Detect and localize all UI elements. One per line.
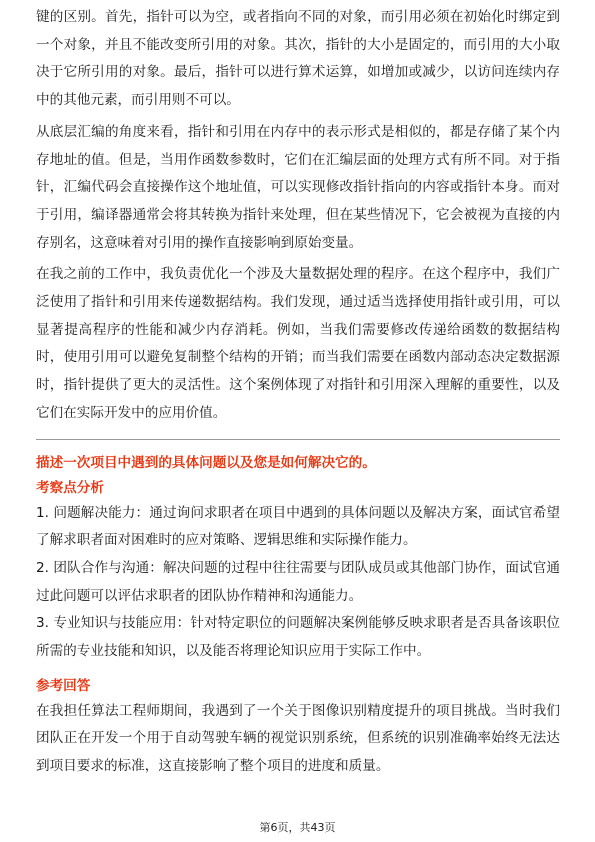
paragraph-work-experience: 在我之前的工作中，我负责优化一个涉及大量数据处理的程序。在这个程序中，我们广泛使用了指针和引用来传递数据结构。我们发现，通过适当选择使用指针或引用，可以显著提高程序的性能和减少内存消耗。例如，当我们需要修改传递给函数的数据结构时，使用引用可以避免复制整个结构的开销；而当我们需要在函数内部动态决定数据源时，指针提供了更大的灵活性。这个案例体现了对指针和引用深入理解的重要性，以及它们在实际开发中的应用价值。	[36, 266, 560, 421]
analysis-item: 2. 团队合作与沟通：解决问题的过程中往往需要与团队成员或其他部门协作，面试官通过此问题可以评估求职者的团队协作精神和沟通能力。	[36, 559, 560, 604]
answer-text: 在我担任算法工程师期间，我遇到了一个关于图像识别精度提升的项目挑战。当时我们团队正在开发一个用于自动驾驶车辆的视觉识别系统，但系统的识别准确率始终无法达到项目要求的标准，这直接影响了整个项目的进度和质量。	[36, 702, 560, 775]
page-number: 第6页，共43页	[259, 821, 336, 834]
analysis-item: 1. 问题解决能力：通过询问求职者在项目中遇到的具体问题以及解决方案，面试官希望了解求职者面对困难时的应对策略、逻辑思维和实际操作能力。	[36, 504, 560, 549]
analysis-heading: 考察点分析	[36, 479, 104, 496]
interview-question: 描述一次项目中遇到的具体问题以及您是如何解决它的。	[36, 454, 376, 471]
answer-heading: 参考回答	[36, 677, 91, 694]
section-divider	[36, 439, 560, 440]
paragraph-pointer-reference-differences: 键的区别。首先，指针可以为空，或者指向不同的对象，而引用必须在初始化时绑定到一个对象，并且不能改变所引用的对象。其次，指针的大小是固定的，而引用的大小取决于它所引用的对象。最后，指针可以进行算术运算，如增加或减少，以访问连续内存中的其他元素，而引用则不可以。	[36, 9, 560, 109]
document-body	[36, 4, 560, 781]
paragraph-assembly-perspective: 从底层汇编的角度来看，指针和引用在内存中的表示形式是相似的，都是存储了某个内存地址的值。但是，当用作函数参数时，它们在汇编层面的处理方式有所不同。对于指针，汇编代码会直接操作这个地址值，可以实现修改指针指向的内容或指针本身。而对于引用，编译器通常会将其转换为指针来处理，但在某些情况下，它会被视为直接的内存别名，这意味着对引用的操作直接影响到原始变量。	[36, 123, 560, 251]
analysis-item: 3. 专业知识与技能应用：针对特定职位的问题解决案例能够反映求职者是否具备该职位所需的专业技能和知识，以及能否将理论知识应用于实际工作中。	[36, 615, 560, 660]
